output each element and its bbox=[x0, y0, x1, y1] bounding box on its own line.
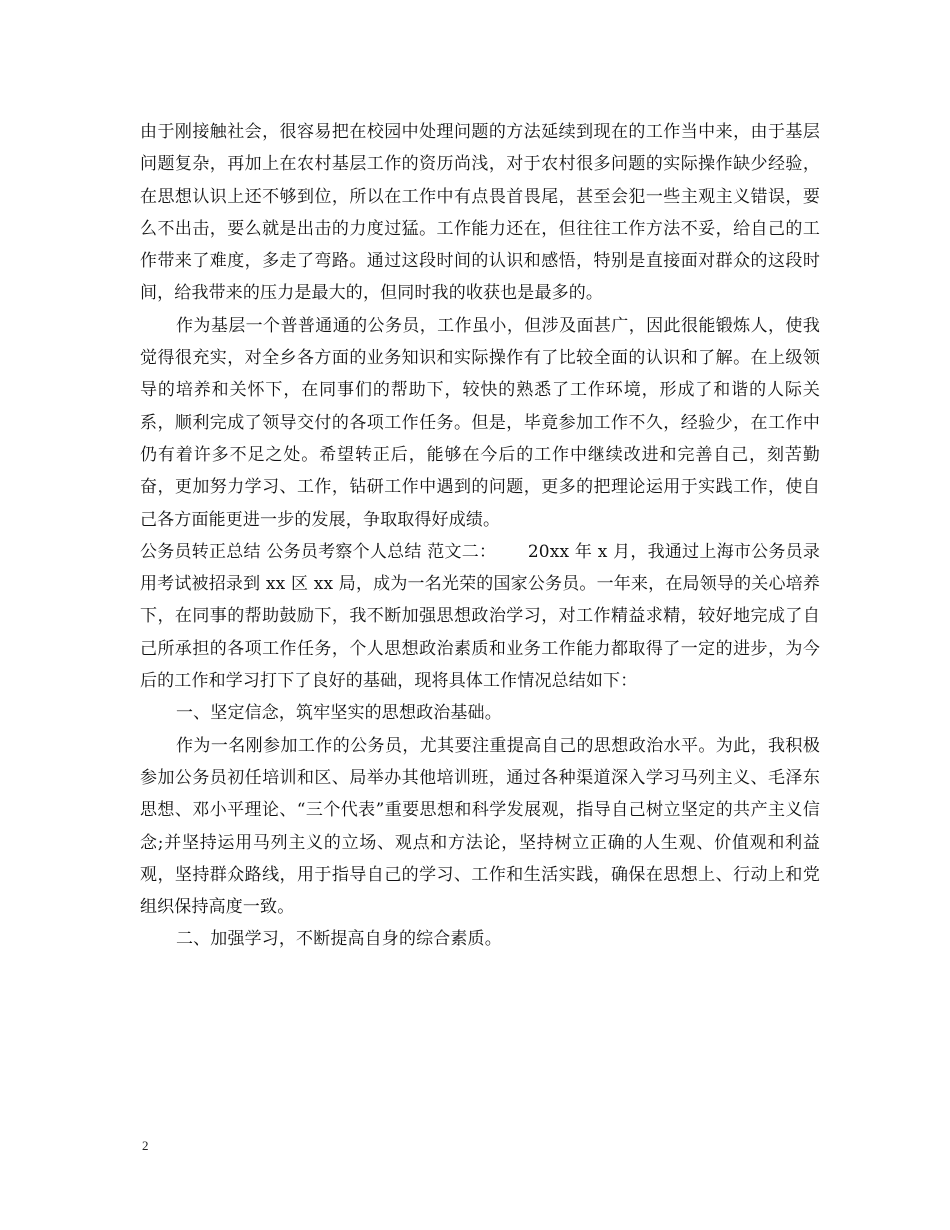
paragraph-work-reflection: 作为基层一个普普通通的公务员，工作虽小，但涉及面甚广，因此很能锻炼人，使我觉得很充实，对全乡各方面的业务知识和实际操作有了比较全面的认识和了解。在上级领导的培养和关怀下，在同事们的帮助下，较快的熟悉了工作环境，形成了和谐的人际关系，顺利完成了领导交付的各项工作任务。但是，毕竟参加工作不久，经验少，在工作中仍有着许多不足之处。希望转正后，能够在今后的工作中继续改进和完善自己，刻苦勤奋，更加努力学习、工作，钻研工作中遇到的问题，更多的把理论运用于实践工作，使自己各方面能更进一步的发展，争取取得好成绩。 bbox=[140, 315, 820, 530]
section-heading-one: 一、坚定信念，筑牢坚实的思想政治基础。 bbox=[176, 703, 502, 724]
document-body bbox=[140, 116, 820, 956]
section-heading-two: 二、加强学习，不断提高自身的综合素质。 bbox=[176, 929, 502, 950]
paragraph-continuation: 由于刚接触社会，很容易把在校园中处理问题的方法延续到现在的工作当中来，由于基层问题复杂，再加上在农村基层工作的资历尚浅，对于农村很多问题的实际操作缺少经验，在思想认识上还不够到位，所以在工作中有点畏首畏尾，甚至会犯一些主观主义错误，要么不出击，要么就是出击的力度过猛。工作能力还在，但往往工作方法不妥，给自己的工作带来了难度，多走了弯路。通过这段时间的认识和感悟，特别是直接面对群众的这段时间，给我带来的压力是最大的，但同时我的收获也是最多的。 bbox=[140, 122, 820, 304]
paragraph-sample-two-intro: 公务员转正总结 公务员考察个人总结 范文二： 20xx 年 x 月，我通过上海市公务员录用考试被招录到 xx 区 xx 局，成为一名光荣的国家公务员。一年来，在局领导的关心培养下，在同事的帮助鼓励下，我不断加强思想政治学习，对工作精益求精，较好地完成了自己所承担的各项工作任务，个人思想政治素质和业务工作能力都取得了一定的进步，为今后的工作和学习打下了良好的基础，现将具体工作情况总结如下： bbox=[140, 541, 820, 692]
paragraph-political-study: 作为一名刚参加工作的公务员，尤其要注重提高自己的思想政治水平。为此，我积极参加公务员初任培训和区、局举办其他培训班，通过各种渠道深入学习马列主义、毛泽东思想、邓小平理论、“三个代表”重要思想和科学发展观，指导自己树立坚定的共产主义信念;并坚持运用马列主义的立场、观点和方法论，坚持树立正确的人生观、价值观和利益观，坚持群众路线，用于指导自己的学习、工作和生活实践，确保在思想上、行动上和党组织保持高度一致。 bbox=[140, 735, 820, 918]
page-number: 2 bbox=[142, 1138, 149, 1153]
